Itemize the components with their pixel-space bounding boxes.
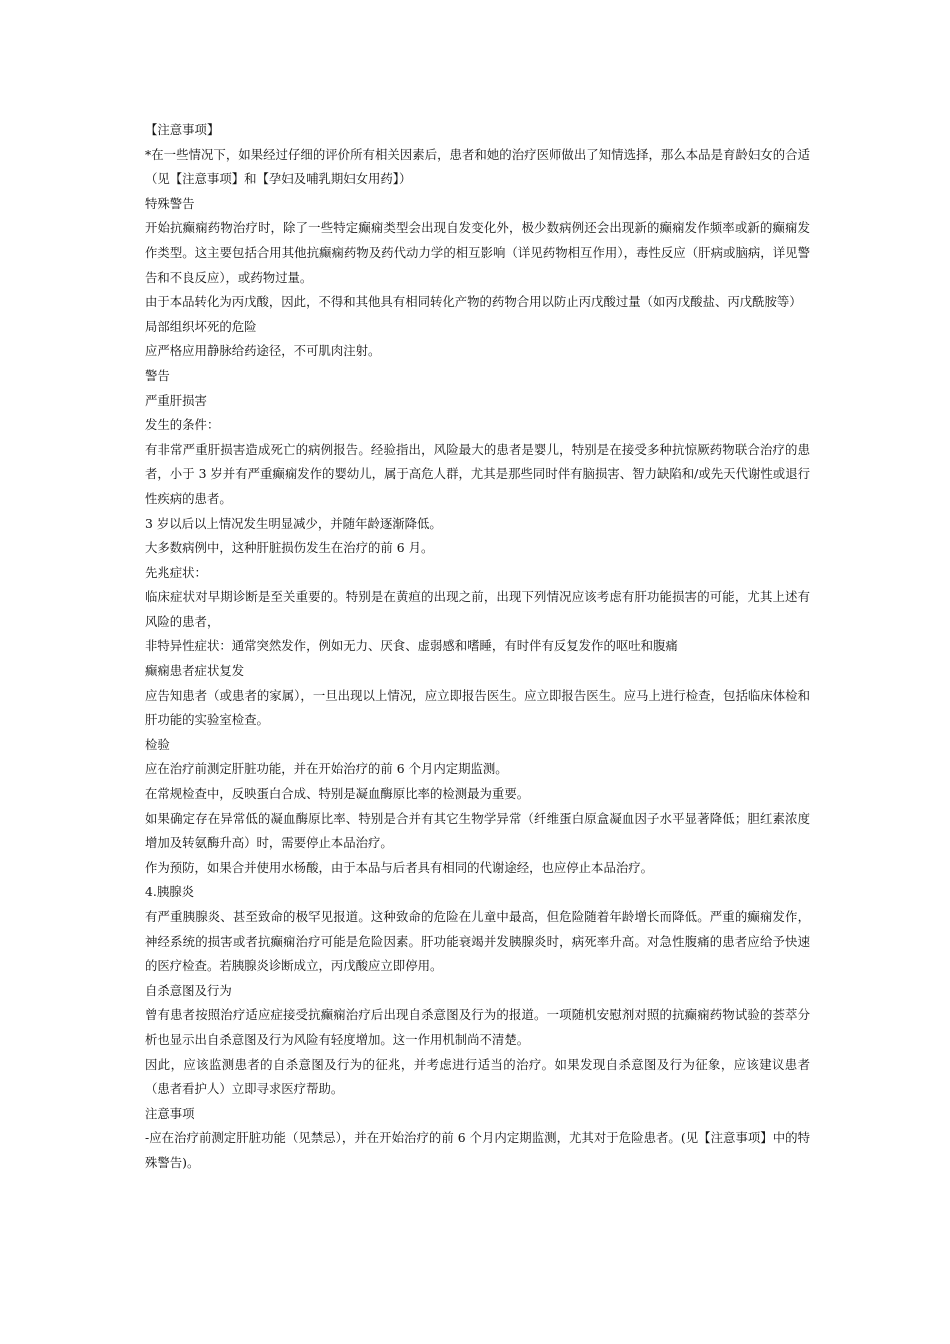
paragraph-prothrombin: 在常规检查中，反映蛋白合成、特别是凝血酶原比率的检测最为重要。 <box>145 786 530 802</box>
heading-special-warnings: 特殊警告 <box>145 195 195 211</box>
heading-precautions-plain: 注意事项 <box>145 1105 195 1121</box>
paragraph-seizure-recurrence: 癫痫患者症状复发 <box>145 663 245 679</box>
paragraph-inform-patients: 应告知患者（或患者的家属），一旦出现以上情况，应立即报告医生。应立即报告医生。应马上进行检查，包括临床体检和肝功能的实验室检查。 <box>145 687 810 728</box>
section-heading-precautions: 【注意事项】 <box>145 122 220 137</box>
heading-warnings: 警告 <box>145 367 170 383</box>
paragraph-pretreatment-liver: -应在治疗前测定肝脏功能（见禁忌），并在开始治疗的前 6 个月内定期监测，尤其对于危险患者。(见【注意事项】中的特殊警告)。 <box>145 1130 810 1170</box>
paragraph-childbearing-note: *在一些情况下，如果经过仔细的评价所有相关因素后，患者和她的治疗医师做出了知情选择，那么本品是育龄妇女的合适（见【注意事项】和【孕妇及哺乳期妇女用药】） <box>145 146 810 187</box>
heading-prodromal-symptoms: 先兆症状： <box>145 564 207 580</box>
paragraph-stop-treatment: 如果确定存在异常低的凝血酶原比率、特别是合并有其它生物学异常（纤维蛋白原盒凝血因子水平显著降低；胆红素浓度增加及转氨酶升高）时，需要停止本品治疗。 <box>145 810 810 851</box>
paragraph-pancreatitis-details: 有严重胰腺炎、甚至致命的极罕见报道。这种致命的危险在儿童中最高，但危险随着年龄增长而降低。严重的癫痫发作，神经系统的损害或者抗癫痫治疗可能是危险因素。肝功能衰竭并发胰腺炎时，病死率升高。对急性腹痛的患者应给予快速的医疗检查。若胰腺炎诊断成立，丙戊酸应立即停用。 <box>145 909 810 974</box>
paragraph-early-diagnosis: 临床症状对早期诊断是至关重要的。特别是在黄疸的出现之前，出现下列情况应该考虑有肝功能损害的可能，尤其上述有风险的患者， <box>145 589 810 629</box>
paragraph-suicidal-reports: 曾有患者按照治疗适应症接受抗癫痫治疗后出现自杀意图及行为的报道。一项随机安慰剂对照的抗癫痫药物试验的荟萃分析也显示出自杀意图及行为风险有轻度增加。这一作用机制尚不清楚。 <box>145 1007 810 1047</box>
heading-pancreatitis: 4.胰腺炎 <box>145 884 194 900</box>
heading-conditions: 发生的条件： <box>145 417 220 433</box>
heading-tests: 检验 <box>145 736 170 752</box>
paragraph-iv-route: 应严格应用静脉给药途径，不可肌肉注射。 <box>145 343 381 359</box>
heading-necrosis-risk: 局部组织坏死的危险 <box>145 318 257 334</box>
paragraph-age-decline: 3 岁以后以上情况发生明显减少，并随年龄逐渐降低。 <box>145 515 442 531</box>
paragraph-salicylic-acid: 作为预防，如果合并使用水杨酸，由于本品与后者具有相同的代谢途经，也应停止本品治疗。 <box>145 859 654 875</box>
paragraph-seizure-changes: 开始抗癫痫药物治疗时，除了一些特定癫痫类型会出现自发变化外，极少数病例还会出现新的癫痫发作频率或新的癫痫发作类型。这主要包括合用其他抗癫痫药物及药代动力学的相互影响（详见药物相互作用），毒性反应（肝病或脑病，详见警告和不良反应），或药物过量。 <box>145 220 810 285</box>
document-body <box>145 118 810 1176</box>
paragraph-nonspecific-symptoms: 非特异性症状：通常突然发作，例如无力、厌食、虚弱感和嗜睡，有时伴有反复发作的呕吐和腹痛 <box>145 638 678 654</box>
paragraph-first-six-months: 大多数病例中，这种肝脏损伤发生在治疗的前 6 月。 <box>145 540 434 556</box>
paragraph-valproic-overdose: 由于本品转化为丙戊酸，因此，不得和其他具有相同转化产物的药物合用以防止丙戊酸过量（如丙戊酸盐、丙戊酰胺等） <box>145 294 802 310</box>
heading-suicidal-ideation: 自杀意图及行为 <box>145 982 232 998</box>
paragraph-suicidal-monitoring: 因此，应该监测患者的自杀意图及行为的征兆，并考虑进行适当的治疗。如果发现自杀意图及行为征象，应该建议患者（患者看护人）立即寻求医疗帮助。 <box>145 1056 810 1097</box>
paragraph-fatal-liver-cases: 有非常严重肝损害造成死亡的病例报告。经验指出，风险最大的患者是婴儿，特别是在接受多种抗惊厥药物联合治疗的患者，小于 3 岁并有严重癫痫发作的婴幼儿，属于高危人群，尤其是那些同时伴有脑损害、智力缺陷和/或先天代谢性或退行性疾病的患者。 <box>145 441 810 506</box>
heading-liver-damage: 严重肝损害 <box>145 392 207 408</box>
paragraph-liver-function-monitoring: 应在治疗前测定肝脏功能，并在开始治疗的前 6 个月内定期监测。 <box>145 761 508 777</box>
